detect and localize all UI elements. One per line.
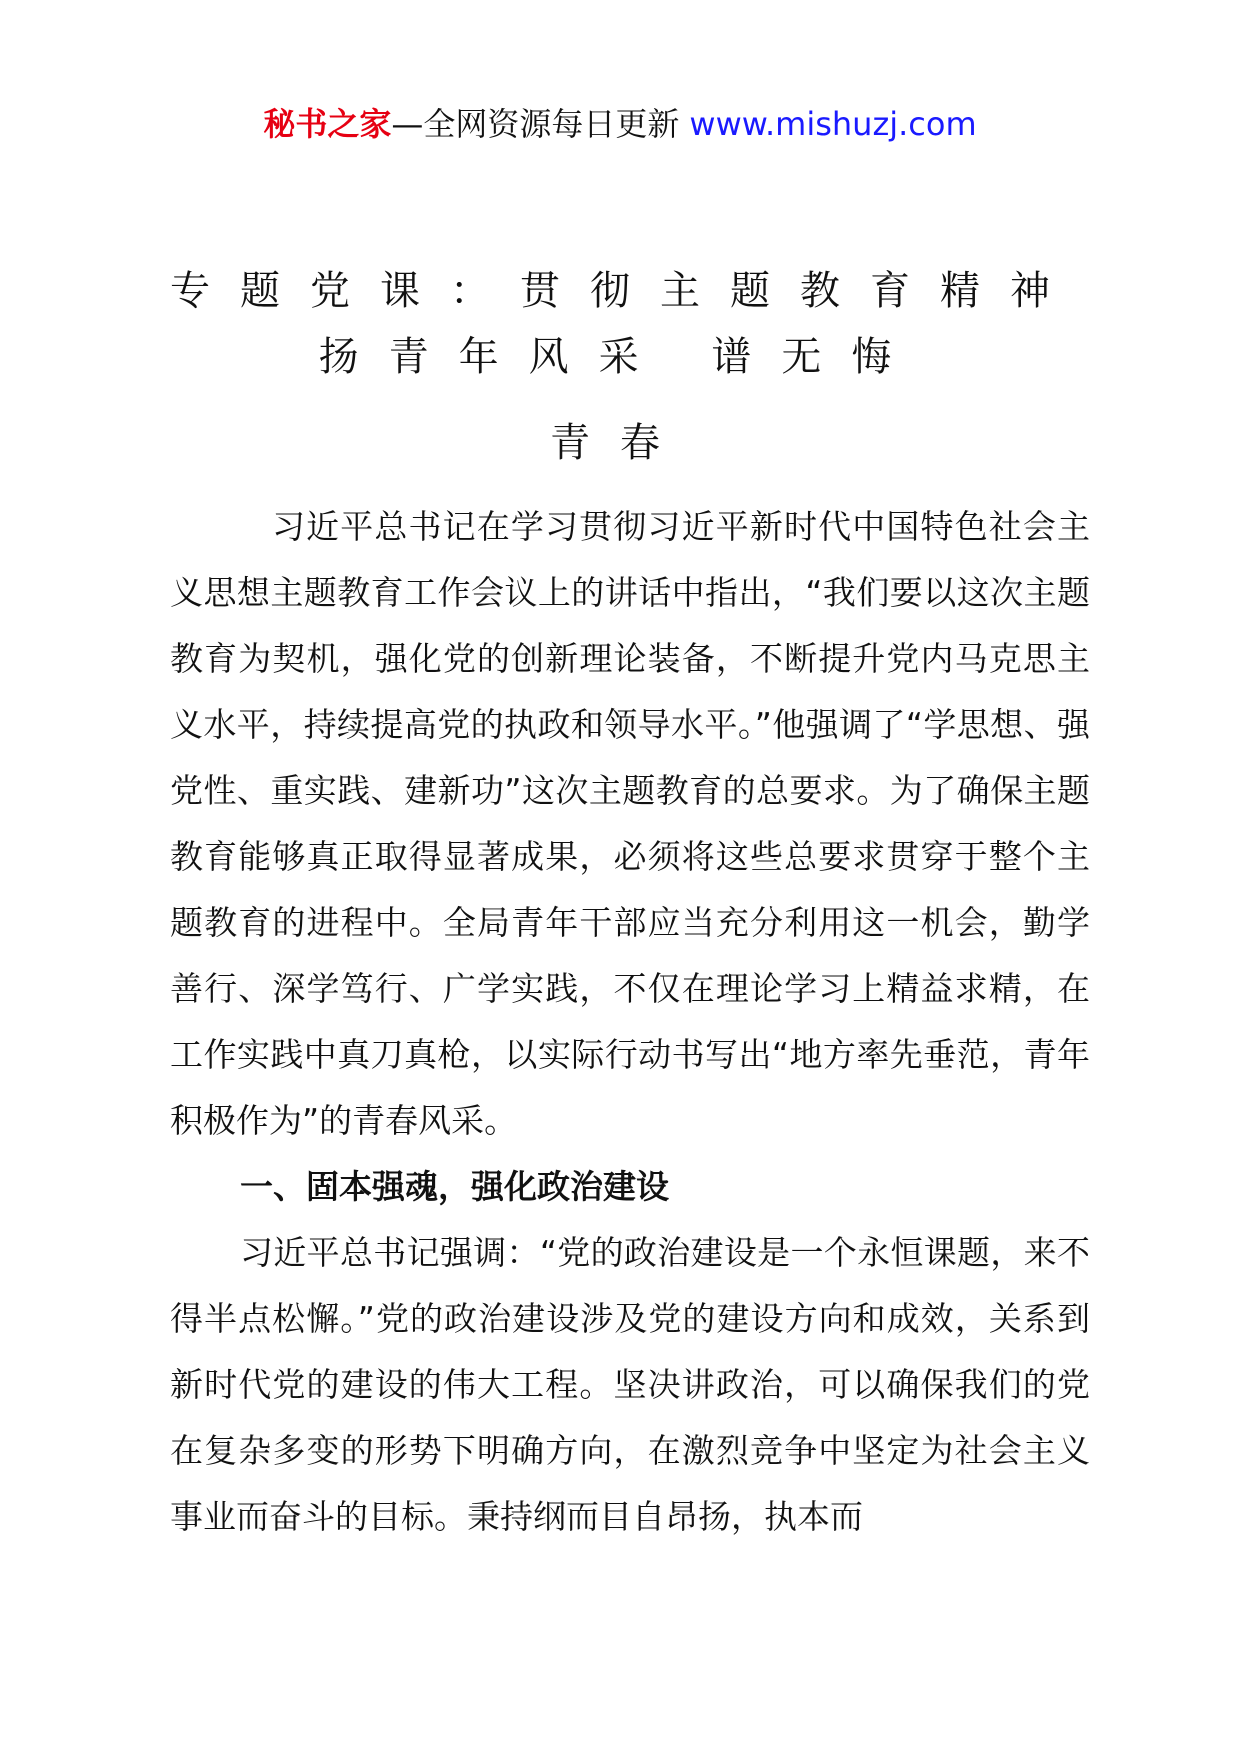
- paragraph-intro: 习近平总书记在学习贯彻习近平新时代中国特色社会主义思想主题教育工作会议上的讲话中指出，“我们要以这次主题教育为契机，强化党的创新理论装备，不断提升党内马克思主义水平，持续提高党的执政和领导水平。”他强调了“学思想、强党性、重实践、建新功”这次主题教育的总要求。为了确保主题教育能够真正取得显著成果，必须将这些总要求贯穿于整个主题教育的进程中。全局青年干部应当充分利用这一机会，勤学善行、深学笃行、广学实践，不仅在理论学习上精益求精，在工作实践中真刀真枪，以实际行动书写出“地方率先垂范，青年积极作为”的青春风采。: [170, 507, 1090, 1140]
- site-url-link[interactable]: www.mishuzj.com: [689, 105, 977, 143]
- title-line-3: 青春: [550, 420, 690, 466]
- section-heading-1: 一、固本强魂，强化政治建设: [240, 1167, 669, 1206]
- brand-name: 秘书之家: [263, 105, 392, 143]
- title-line-2: 扬青年风采 谱无悔: [318, 334, 922, 380]
- paragraph-section-1: 习近平总书记强调：“党的政治建设是一个永恒课题，来不得半点松懈。”党的政治建设涉及党的建设方向和成效，关系到新时代党的建设的伟大工程。坚决讲政治，可以确保我们的党在复杂多变的形势下明确方向，在激烈竞争中坚定为社会主义事业而奋斗的目标。秉持纲而目自昂扬，执本而: [170, 1233, 1090, 1536]
- site-header: [0, 100, 1240, 148]
- document-title: [170, 258, 1080, 476]
- header-slogan: —全网资源每日更新: [391, 105, 680, 143]
- document-body: [170, 494, 1090, 1550]
- title-line-1: 专题党课：贯彻主题教育精神: [170, 268, 1080, 314]
